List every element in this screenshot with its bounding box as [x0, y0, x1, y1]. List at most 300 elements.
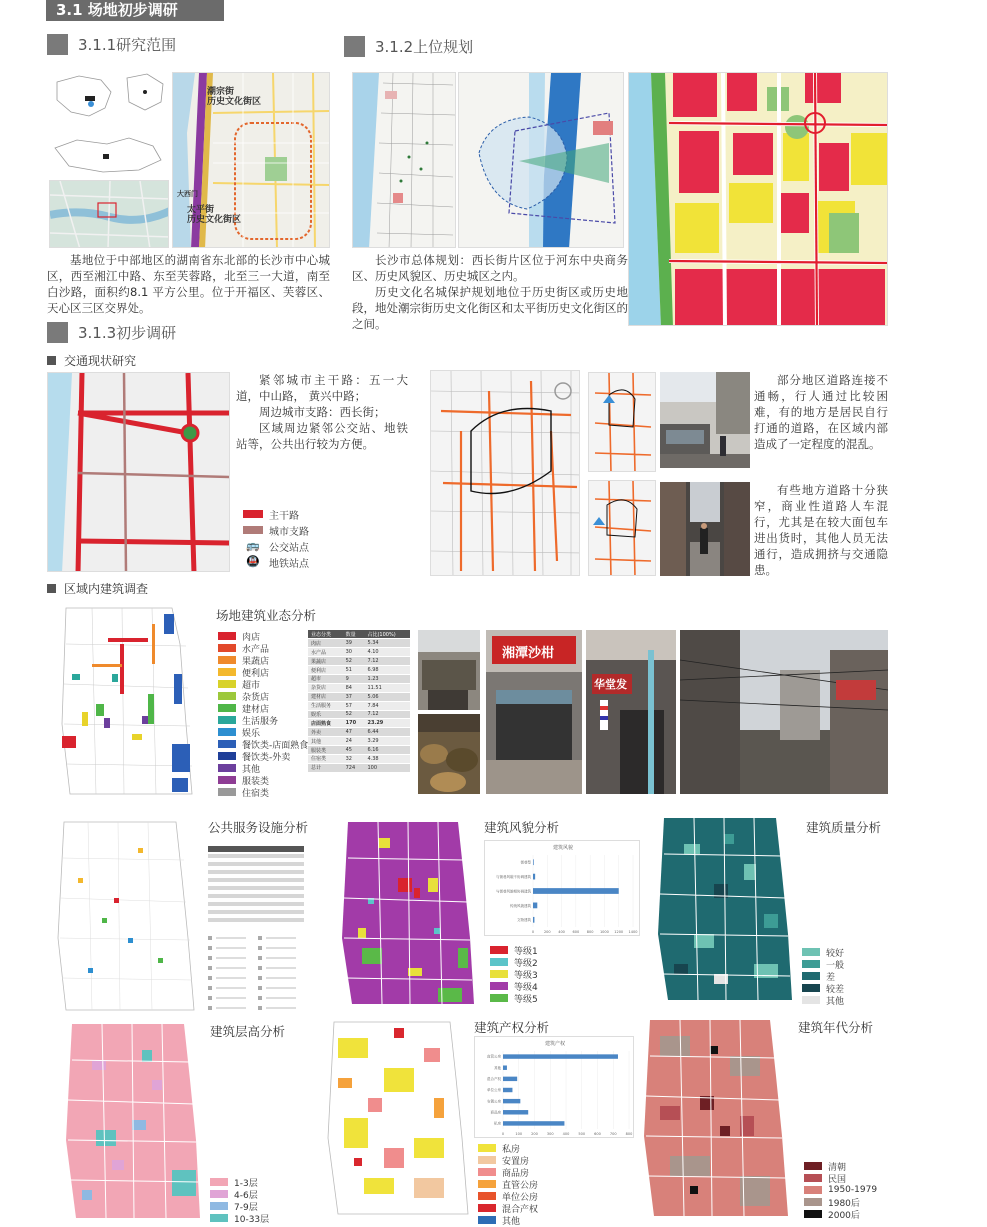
legend-label: 1980后 — [828, 1198, 860, 1209]
table-row — [308, 674, 410, 683]
legend-swatch — [804, 1210, 822, 1218]
chart-title: 建筑风貌 — [552, 845, 574, 851]
table-cell: 11.51 — [364, 683, 410, 692]
y-tick-label: 私房 — [494, 1121, 501, 1126]
table-row — [308, 683, 410, 692]
legend-item — [802, 946, 844, 958]
legend-item — [804, 1160, 877, 1172]
traffic-description — [236, 372, 408, 452]
legend-swatch — [218, 704, 236, 712]
legend-swatch — [243, 510, 263, 518]
legend-label: 直管公房 — [502, 1180, 539, 1191]
legend-label: 商品房 — [502, 1168, 530, 1179]
legend-label: 主干路 — [269, 510, 299, 522]
legend-label: 安置房 — [502, 1156, 530, 1167]
legend-swatch — [804, 1174, 822, 1182]
road-paragraph-2: 有些地方道路十分狭窄，商业性道路人车混行，尤其是在较大面包车进出货时，其他人员无法通行，造成拥挤与交通隐患。 — [754, 483, 888, 577]
legend-item — [218, 786, 308, 798]
legend-swatch — [802, 960, 820, 968]
legend-label: 差 — [826, 972, 836, 983]
road-detail-map-1 — [588, 372, 656, 472]
business-title: 场地建筑业态分析 — [216, 608, 317, 623]
legend-swatch — [490, 994, 508, 1002]
table-cell: 5.06 — [364, 692, 410, 701]
legend-swatch — [804, 1162, 822, 1170]
legend-swatch — [218, 656, 236, 664]
legend-label: 餐饮类-店面熟食 — [242, 740, 309, 751]
legend-swatch — [478, 1180, 496, 1188]
legend-swatch — [478, 1156, 496, 1164]
shop-photo-sign — [486, 630, 582, 794]
y-tick-label: 直管公房 — [487, 1054, 501, 1059]
legend-label: 7-9层 — [234, 1202, 258, 1213]
x-tick-label: 0 — [531, 930, 535, 934]
legend-item — [490, 992, 538, 1004]
table-cell: 便利店 — [308, 666, 343, 675]
bar — [533, 903, 537, 909]
table-cell: 杂货店 — [308, 683, 343, 692]
table-cell: 4.38 — [364, 754, 410, 763]
legend-label: 餐饮类-外卖 — [242, 752, 291, 763]
legend-label: 私房 — [502, 1144, 521, 1155]
table-cell: 店面熟食 — [308, 719, 343, 728]
market-photo-1 — [418, 630, 480, 710]
y-tick-label: 街巷型 — [520, 860, 531, 865]
legend-label: 10-33层 — [234, 1214, 270, 1225]
legend-swatch — [490, 958, 508, 966]
legend-label: 生活服务 — [242, 716, 279, 727]
legend-swatch — [218, 728, 236, 736]
ownership-title: 建筑产权分析 — [474, 1020, 550, 1035]
road-issue-1 — [754, 372, 888, 452]
table-cell: 724 — [343, 763, 365, 772]
table-cell: 23.29 — [364, 719, 410, 728]
table-cell: 6.44 — [364, 728, 410, 737]
bar — [503, 1099, 520, 1103]
ownership-bar-chart-svg — [475, 1037, 635, 1139]
table-cell: 1.23 — [364, 674, 410, 683]
legend-swatch — [218, 740, 236, 748]
legend-item — [218, 630, 308, 642]
scope-paragraph: 基地位于中部地区的湖南省东北部的长沙市中心城区，西至湘江中路、东至芙蓉路，北至三一大道，南至白沙路，面积约8.1 平方公里。位于开福区、芙蓉区、天心区三区交界处。 — [47, 253, 330, 315]
table-header-cell: 数量 — [343, 630, 365, 639]
y-tick-label: 安置公房 — [487, 1099, 501, 1104]
legend-label: 较好 — [826, 948, 845, 959]
x-tick-label: 800 — [586, 930, 594, 934]
table-cell: 服装类 — [308, 746, 343, 755]
section-title: 3.1.2上位规划 — [375, 38, 474, 56]
table-cell: 果蔬店 — [308, 657, 343, 666]
table-cell: 住宿类 — [308, 754, 343, 763]
bar — [533, 874, 535, 880]
legend-swatch — [210, 1190, 228, 1198]
bar — [503, 1054, 618, 1058]
legend-item — [478, 1190, 538, 1202]
x-tick-label: 200 — [531, 1132, 538, 1136]
legend-swatch — [218, 668, 236, 676]
legend-item — [802, 994, 844, 1006]
style-chart — [484, 840, 640, 936]
legend-label: 服装类 — [242, 776, 270, 787]
legend-item — [218, 762, 308, 774]
style-map — [338, 818, 476, 1008]
legend-label: 公交站点 — [269, 542, 309, 554]
legend-label: 地铁站点 — [269, 558, 309, 570]
legend-label: 城市支路 — [269, 526, 309, 538]
table-cell: 32 — [343, 754, 365, 763]
legend-label: 等级3 — [514, 970, 538, 981]
height-title: 建筑层高分析 — [210, 1024, 286, 1039]
legend-item — [218, 690, 308, 702]
legend-branch-road — [243, 522, 309, 538]
table-row — [308, 692, 410, 701]
legend-item — [218, 678, 308, 690]
legend-label: 4-6层 — [234, 1190, 258, 1201]
table-cell: 总计 — [308, 763, 343, 772]
x-tick-label: 800 — [625, 1132, 633, 1136]
legend-item — [218, 666, 308, 678]
legend-item — [802, 982, 844, 994]
legend-label: 1-3层 — [234, 1178, 258, 1189]
legend-label: 等级5 — [514, 994, 538, 1005]
table-row — [308, 754, 410, 763]
legend-item — [490, 968, 538, 980]
y-tick-label: 文物建筑 — [517, 918, 531, 923]
section-marker — [47, 34, 68, 55]
plan-paragraph-2: 历史文化名城保护规划地位于历史街区或历史地段，地处潮宗街历史文化街区和太平街历史文化街区的之间。 — [352, 285, 628, 331]
table-cell: 170 — [343, 719, 365, 728]
legend-swatch — [218, 764, 236, 772]
legend-swatch — [804, 1186, 822, 1194]
section-marker — [344, 36, 365, 57]
height-legend — [210, 1176, 269, 1224]
traffic-paragraph-2: 周边城市支路：西长街； — [259, 405, 386, 419]
business-map — [52, 604, 194, 798]
chart-title: 建筑产权 — [544, 1041, 566, 1047]
chaozong-label: 潮宗街 历史文化街区 — [207, 87, 262, 107]
section-marker — [47, 322, 68, 343]
table-row — [308, 710, 410, 719]
legend-swatch — [218, 632, 236, 640]
x-tick-label: 600 — [572, 930, 580, 934]
bar — [533, 917, 534, 923]
shop-sign-text-2: 华堂发 — [594, 678, 627, 691]
table-cell: 47 — [343, 728, 365, 737]
legend-swatch — [218, 692, 236, 700]
scope-district-map — [172, 72, 330, 248]
alley-photo — [680, 630, 888, 794]
legend-item — [804, 1184, 877, 1196]
style-bar-chart-svg — [485, 841, 641, 937]
section-title: 3.1.1研究范围 — [78, 36, 177, 54]
business-table — [308, 630, 410, 773]
section-research-scope — [47, 34, 176, 55]
x-tick-label: 400 — [562, 1132, 570, 1136]
legend-label: 便利店 — [242, 668, 270, 679]
legend-item — [802, 970, 844, 982]
legend-item — [478, 1166, 538, 1178]
table-cell: 超市 — [308, 674, 343, 683]
table-cell: 7.12 — [364, 710, 410, 719]
bar — [503, 1077, 517, 1081]
legend-item — [218, 714, 308, 726]
table-cell: 5.34 — [364, 639, 410, 648]
legend-item — [210, 1212, 269, 1224]
table-header-row — [308, 630, 410, 639]
legend-label: 较差 — [826, 984, 845, 995]
public-service-legend — [206, 934, 306, 1014]
legend-swatch — [478, 1192, 496, 1200]
x-tick-label: 700 — [609, 1132, 617, 1136]
x-tick-label: 100 — [515, 1132, 523, 1136]
legend-swatch — [478, 1204, 496, 1212]
legend-swatch — [243, 526, 263, 534]
ownership-map — [324, 1018, 470, 1218]
table-cell: 4.10 — [364, 648, 410, 657]
legend-label: 果蔬店 — [242, 656, 270, 667]
table-row — [308, 763, 410, 772]
legend-item — [218, 654, 308, 666]
y-tick-label: 其他 — [494, 1065, 501, 1070]
master-plan-map — [352, 72, 456, 248]
public-service-table — [208, 846, 304, 924]
legend-swatch — [478, 1144, 496, 1152]
table-header-cell: 占比(100%) — [364, 630, 410, 639]
table-cell: 9 — [343, 674, 365, 683]
legend-label: 杂货店 — [242, 692, 270, 703]
public-service-title: 公共服务设施分析 — [208, 820, 309, 835]
damen-label: 大西门 — [177, 190, 198, 198]
x-tick-label: 1200 — [614, 930, 624, 934]
legend-swatch — [490, 982, 508, 990]
legend-label: 肉店 — [242, 632, 261, 643]
subtitle-marker — [47, 584, 56, 593]
legend-item — [804, 1196, 877, 1208]
legend-label: 其他 — [242, 764, 261, 775]
street-photo-2 — [660, 482, 750, 576]
public-service-map — [48, 818, 198, 1014]
style-legend — [490, 944, 538, 1004]
legend-label: 其他 — [502, 1216, 521, 1227]
table-cell: 娱乐 — [308, 710, 343, 719]
x-tick-label: 200 — [543, 930, 551, 934]
bar — [503, 1088, 512, 1092]
road-paragraph-1: 部分地区道路连接不通畅，行人通过比较困难，有的地方是居民自行打通的道路，在区域内部造成了一定程度的混乱。 — [754, 373, 888, 451]
table-header-cell: 业态分类 — [308, 630, 343, 639]
legend-swatch — [802, 984, 820, 992]
age-map — [640, 1016, 790, 1220]
metro-icon: 🚇 — [246, 555, 260, 568]
bar — [503, 1065, 507, 1069]
legend-swatch — [210, 1178, 228, 1186]
legend-swatch — [490, 946, 508, 954]
x-tick-label: 1400 — [628, 930, 638, 934]
legend-label: 住宿类 — [242, 788, 270, 799]
legend-swatch — [218, 752, 236, 760]
y-tick-label: 与街巷风貌相协调建筑 — [496, 889, 531, 894]
legend-label: 一般 — [826, 960, 845, 971]
legend-swatch — [218, 716, 236, 724]
legend-metro-stop — [243, 554, 309, 570]
table-cell: 24 — [343, 737, 365, 746]
table-cell: 37 — [343, 692, 365, 701]
table-cell: 生活服务 — [308, 701, 343, 710]
section-initial-survey — [47, 322, 176, 343]
legend-item — [490, 980, 538, 992]
legend-swatch — [490, 970, 508, 978]
table-row — [308, 701, 410, 710]
table-row — [308, 648, 410, 657]
section-title: 3.1.3初步调研 — [78, 324, 177, 342]
legend-item — [218, 642, 308, 654]
shop-photo-barber — [586, 630, 676, 794]
quality-legend — [802, 946, 844, 1006]
bar — [503, 1110, 528, 1114]
table-cell: 6.16 — [364, 746, 410, 755]
y-tick-label: 单位公房 — [487, 1088, 501, 1093]
table-row — [308, 666, 410, 675]
taiping-label: 太平街 历史文化街区 — [187, 205, 242, 225]
legend-label: 清朝 — [828, 1162, 847, 1173]
subtitle-text: 交通现状研究 — [64, 354, 137, 368]
x-tick-label: 300 — [546, 1132, 554, 1136]
table-cell: 7.84 — [364, 701, 410, 710]
bus-icon: 🚌 — [246, 539, 260, 552]
legend-item — [218, 774, 308, 786]
legend-label: 混合产权 — [502, 1204, 539, 1215]
plan-paragraph-1: 长沙市总体规划：西长街片区位于河东中央商务区、历史风貌区、历史城区之内。 — [352, 253, 628, 283]
legend-swatch — [804, 1198, 822, 1206]
legend-item — [804, 1208, 877, 1220]
legend-item — [218, 738, 308, 750]
legend-swatch — [802, 972, 820, 980]
legend-label: 2000后 — [828, 1210, 860, 1221]
legend-main-road — [243, 506, 309, 522]
age-legend — [804, 1160, 877, 1220]
road-issue-2 — [754, 482, 888, 578]
table-cell: 3.29 — [364, 737, 410, 746]
legend-label: 水产品 — [242, 644, 270, 655]
legend-item — [218, 726, 308, 738]
legend-swatch — [218, 644, 236, 652]
y-tick-label: 商品房 — [490, 1110, 501, 1115]
table-row — [308, 737, 410, 746]
table-cell: 外卖 — [308, 728, 343, 737]
market-photo-2 — [418, 714, 480, 794]
table-row — [308, 746, 410, 755]
subtitle-text: 区域内建筑调查 — [64, 582, 149, 596]
legend-item — [490, 944, 538, 956]
traffic-legend — [243, 506, 309, 570]
y-tick-label: 混合产权 — [487, 1076, 501, 1081]
road-network-map — [430, 370, 580, 576]
ownership-chart — [474, 1036, 634, 1138]
page-title: 3.1 场地初步调研 — [46, 0, 224, 21]
business-data-table — [308, 630, 410, 773]
land-use-plan-map — [628, 72, 888, 326]
bar — [533, 859, 534, 865]
table-cell: 51 — [343, 666, 365, 675]
table-cell: 7.12 — [364, 657, 410, 666]
legend-label: 娱乐 — [242, 728, 261, 739]
table-cell: 45 — [343, 746, 365, 755]
city-satellite-map — [49, 180, 169, 248]
x-tick-label: 1000 — [599, 930, 609, 934]
table-cell: 52 — [343, 657, 365, 666]
legend-label: 建材店 — [242, 704, 270, 715]
shop-sign-text-1: 湘潭沙柑 — [502, 646, 555, 661]
legend-item — [218, 750, 308, 762]
legend-swatch — [478, 1168, 496, 1176]
table-cell: 其他 — [308, 737, 343, 746]
traffic-paragraph-1: 紧邻城市主干路：五一大道，中山路， 黄兴中路； — [236, 373, 408, 403]
legend-swatch — [210, 1214, 228, 1222]
style-title: 建筑风貌分析 — [484, 820, 560, 835]
business-legend — [218, 630, 308, 798]
y-tick-label: 与街巷风貌不协调建筑 — [496, 875, 531, 880]
x-tick-label: 400 — [558, 930, 565, 934]
legend-swatch — [802, 996, 820, 1004]
height-map — [62, 1020, 202, 1222]
legend-item — [210, 1188, 269, 1200]
table-cell: 57 — [343, 701, 365, 710]
subtitle-marker — [47, 356, 56, 365]
quality-title: 建筑质量分析 — [806, 820, 882, 835]
y-tick-label: 传统风貌建筑 — [510, 903, 531, 908]
legend-item — [210, 1176, 269, 1188]
legend-item — [802, 958, 844, 970]
legend-item — [218, 702, 308, 714]
legend-item — [490, 956, 538, 968]
building-survey-subtitle — [47, 580, 148, 597]
legend-item — [478, 1142, 538, 1154]
traffic-subtitle — [47, 352, 136, 369]
scope-description — [47, 252, 330, 316]
legend-swatch — [218, 776, 236, 784]
legend-swatch — [218, 788, 236, 796]
bar — [503, 1121, 564, 1125]
table-row — [308, 728, 410, 737]
legend-label: 等级2 — [514, 958, 538, 969]
table-row — [308, 639, 410, 648]
china-location-maps — [49, 72, 169, 178]
quality-map — [654, 814, 794, 1004]
legend-swatch — [802, 948, 820, 956]
legend-item — [478, 1214, 538, 1226]
plan-description — [352, 252, 628, 332]
section-upper-plan — [344, 36, 473, 57]
legend-label: 民国 — [828, 1174, 847, 1185]
traffic-paragraph-3: 区域周边紧邻公交站、地铁站等，公共出行较为方便。 — [236, 421, 408, 451]
traffic-map — [47, 372, 230, 572]
legend-bus-stop — [243, 538, 309, 554]
x-tick-label: 0 — [501, 1132, 505, 1136]
table-cell: 39 — [343, 639, 365, 648]
legend-swatch — [218, 680, 236, 688]
legend-label: 1950-1979 — [828, 1185, 878, 1195]
legend-item — [478, 1154, 538, 1166]
age-title: 建筑年代分析 — [798, 1020, 874, 1035]
road-detail-map-2 — [588, 480, 656, 576]
table-cell: 52 — [343, 710, 365, 719]
legend-label: 超市 — [242, 680, 261, 691]
legend-swatch — [210, 1202, 228, 1210]
table-cell: 100 — [364, 763, 410, 772]
legend-item — [210, 1200, 269, 1212]
protection-plan-map — [458, 72, 624, 248]
ownership-legend — [478, 1142, 538, 1226]
table-row — [308, 657, 410, 666]
